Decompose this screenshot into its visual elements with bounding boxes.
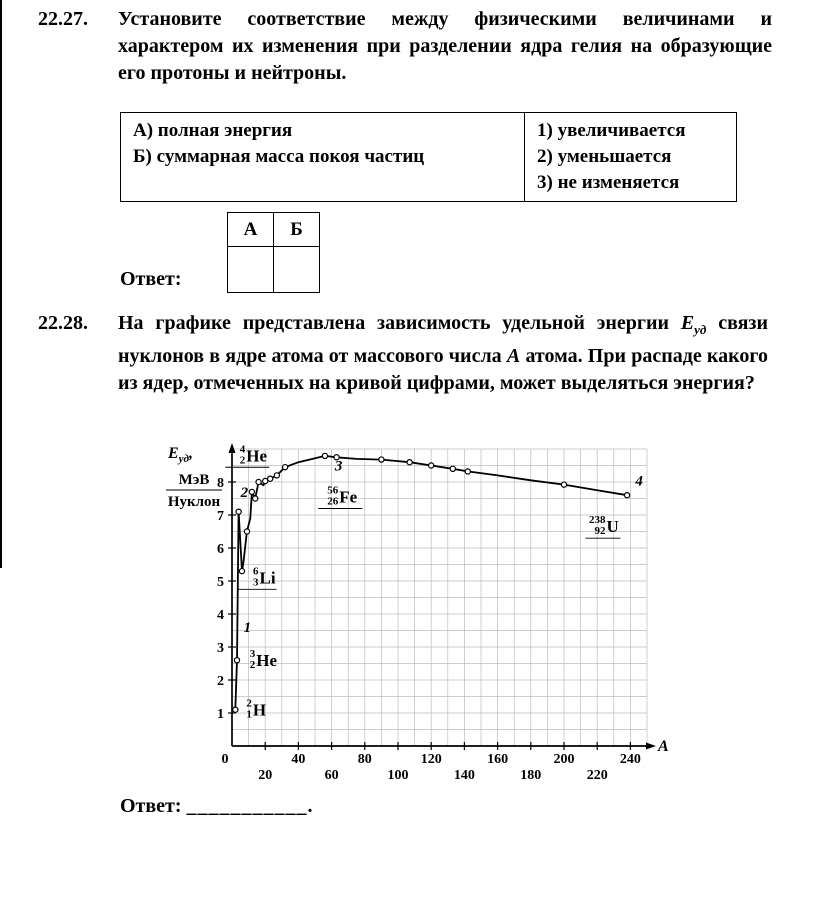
isotope-mass-number: 238 xyxy=(589,514,606,527)
data-point-marker xyxy=(236,509,241,514)
x-tick-label: 140 xyxy=(453,768,475,783)
data-point-marker xyxy=(268,476,273,481)
data-point-marker xyxy=(244,529,249,534)
x-tick-label: 20 xyxy=(258,768,273,783)
symbol-E-subscript: уд xyxy=(694,322,707,337)
curve-point-number: 2 xyxy=(240,484,249,501)
isotope-mass-number: 2 xyxy=(246,697,252,710)
answer-grid xyxy=(227,212,320,293)
data-point-marker xyxy=(283,465,288,470)
isotope-symbol: Li xyxy=(259,568,276,588)
y-axis-arrow xyxy=(229,443,236,453)
data-point-marker xyxy=(379,457,384,462)
y-axis-unit-numerator: МэВ xyxy=(178,472,210,488)
answer-grid-header-b: Б xyxy=(274,213,320,247)
data-point-marker xyxy=(239,569,244,574)
data-point-marker xyxy=(407,460,412,465)
curve-point-number: 3 xyxy=(334,458,343,475)
text-segment: связи нуклонов в ядре атома от массового числа xyxy=(118,312,768,367)
y-tick-label: 6 xyxy=(217,542,224,557)
text-segment: атома. При распаде какого из ядер, отмеченных на кривой цифрами, может выделяться энергия? xyxy=(118,345,768,394)
answer-grid-cell-b xyxy=(274,247,320,293)
data-point-marker xyxy=(429,463,434,468)
x-axis-title: A xyxy=(658,738,669,755)
matching-table xyxy=(120,112,737,202)
isotope-symbol: He xyxy=(246,446,268,466)
y-axis-unit-denominator: Нуклон xyxy=(167,494,221,510)
match-option-2: 2) уменьшается xyxy=(537,146,672,167)
isotope-atomic-number: 26 xyxy=(327,495,339,508)
x-tick-label: 100 xyxy=(387,768,409,783)
answer-grid-cell-a xyxy=(228,247,274,293)
curve-point-number: 4 xyxy=(635,473,643,490)
problem-number: 22.28. xyxy=(38,312,88,334)
y-tick-label: 8 xyxy=(217,476,224,491)
x-tick-label: 220 xyxy=(586,768,608,783)
problem-22-28 xyxy=(38,310,768,397)
answer-blank: ___________ xyxy=(186,795,308,817)
data-point-marker xyxy=(322,453,327,458)
data-point-marker xyxy=(561,482,566,487)
problem-text xyxy=(118,310,768,397)
x-tick-label: 60 xyxy=(324,768,339,783)
isotope-mass-number: 56 xyxy=(327,484,339,497)
isotope-symbol: He xyxy=(256,650,278,670)
data-point-marker xyxy=(249,489,254,494)
x-tick-label: 160 xyxy=(487,752,509,767)
x-tick-label: 200 xyxy=(553,752,575,767)
x-tick-label: 80 xyxy=(357,752,372,767)
matching-table-left-cell xyxy=(121,113,525,202)
isotope-atomic-number: 2 xyxy=(249,658,256,671)
data-point-marker xyxy=(233,707,238,712)
isotope-atomic-number: 2 xyxy=(239,454,246,467)
isotope-atomic-number: 3 xyxy=(253,576,259,589)
isotope-atomic-number: 1 xyxy=(246,708,252,721)
answer-label-2: Ответ: xyxy=(120,795,182,817)
isotope-mass-number: 6 xyxy=(253,565,259,578)
matching-table-right-cell xyxy=(525,113,737,202)
data-point-marker xyxy=(253,496,258,501)
match-option-1: 1) увеличивается xyxy=(537,120,686,141)
symbol-A: A xyxy=(506,345,521,367)
x-axis-arrow xyxy=(646,743,656,750)
match-item-b: Б) суммарная масса покоя частиц xyxy=(133,146,425,167)
isotope-symbol: H xyxy=(252,700,267,720)
data-point-marker xyxy=(465,469,470,474)
data-point-marker xyxy=(274,473,279,478)
y-tick-label: 1 xyxy=(217,707,224,722)
match-option-3: 3) не изменяется xyxy=(537,172,680,193)
x-tick-label: 120 xyxy=(420,752,442,767)
y-axis-title: $E_{уд}$, xyxy=(168,445,193,465)
x-tick-label: 0 xyxy=(221,752,229,767)
answer-grid-header-a: А xyxy=(228,213,274,247)
isotope-mass-number: 3 xyxy=(249,647,256,660)
answer-label-1: Ответ: xyxy=(120,268,182,290)
binding-energy-chart-svg xyxy=(142,436,672,798)
binding-energy-chart xyxy=(142,436,672,798)
y-tick-label: 2 xyxy=(217,674,224,689)
y-tick-label: 4 xyxy=(217,608,224,623)
x-tick-label: 40 xyxy=(291,752,306,767)
data-point-marker xyxy=(234,658,239,663)
problem-text: Установите соответствие между физическими величинами и характером их изменения при разделении ядра гелия на образующие его протоны и нейтроны. xyxy=(118,8,772,84)
symbol-E: E xyxy=(680,312,695,334)
data-point-marker xyxy=(450,466,455,471)
x-tick-label: 240 xyxy=(619,752,641,767)
y-tick-label: 3 xyxy=(217,641,224,656)
isotope-mass-number: 4 xyxy=(239,443,246,456)
y-tick-label: 5 xyxy=(217,575,224,590)
match-item-a: А) полная энергия xyxy=(133,120,293,141)
x-tick-label: 180 xyxy=(520,768,542,783)
isotope-symbol: Fe xyxy=(339,487,358,507)
isotope-symbol: U xyxy=(606,517,619,537)
y-tick-label: 7 xyxy=(217,509,224,524)
answer-period: . xyxy=(307,795,313,817)
scan-edge-line xyxy=(0,0,2,568)
curve-point-number: 1 xyxy=(243,620,252,637)
isotope-atomic-number: 92 xyxy=(594,525,606,538)
problem-22-27 xyxy=(38,6,772,87)
data-point-marker xyxy=(256,479,261,484)
data-point-marker xyxy=(624,493,629,498)
problem-number: 22.27. xyxy=(38,8,88,30)
text-segment: На графике представлена зависимость удельной энергии xyxy=(118,312,681,334)
answer-line-2 xyxy=(120,795,313,818)
